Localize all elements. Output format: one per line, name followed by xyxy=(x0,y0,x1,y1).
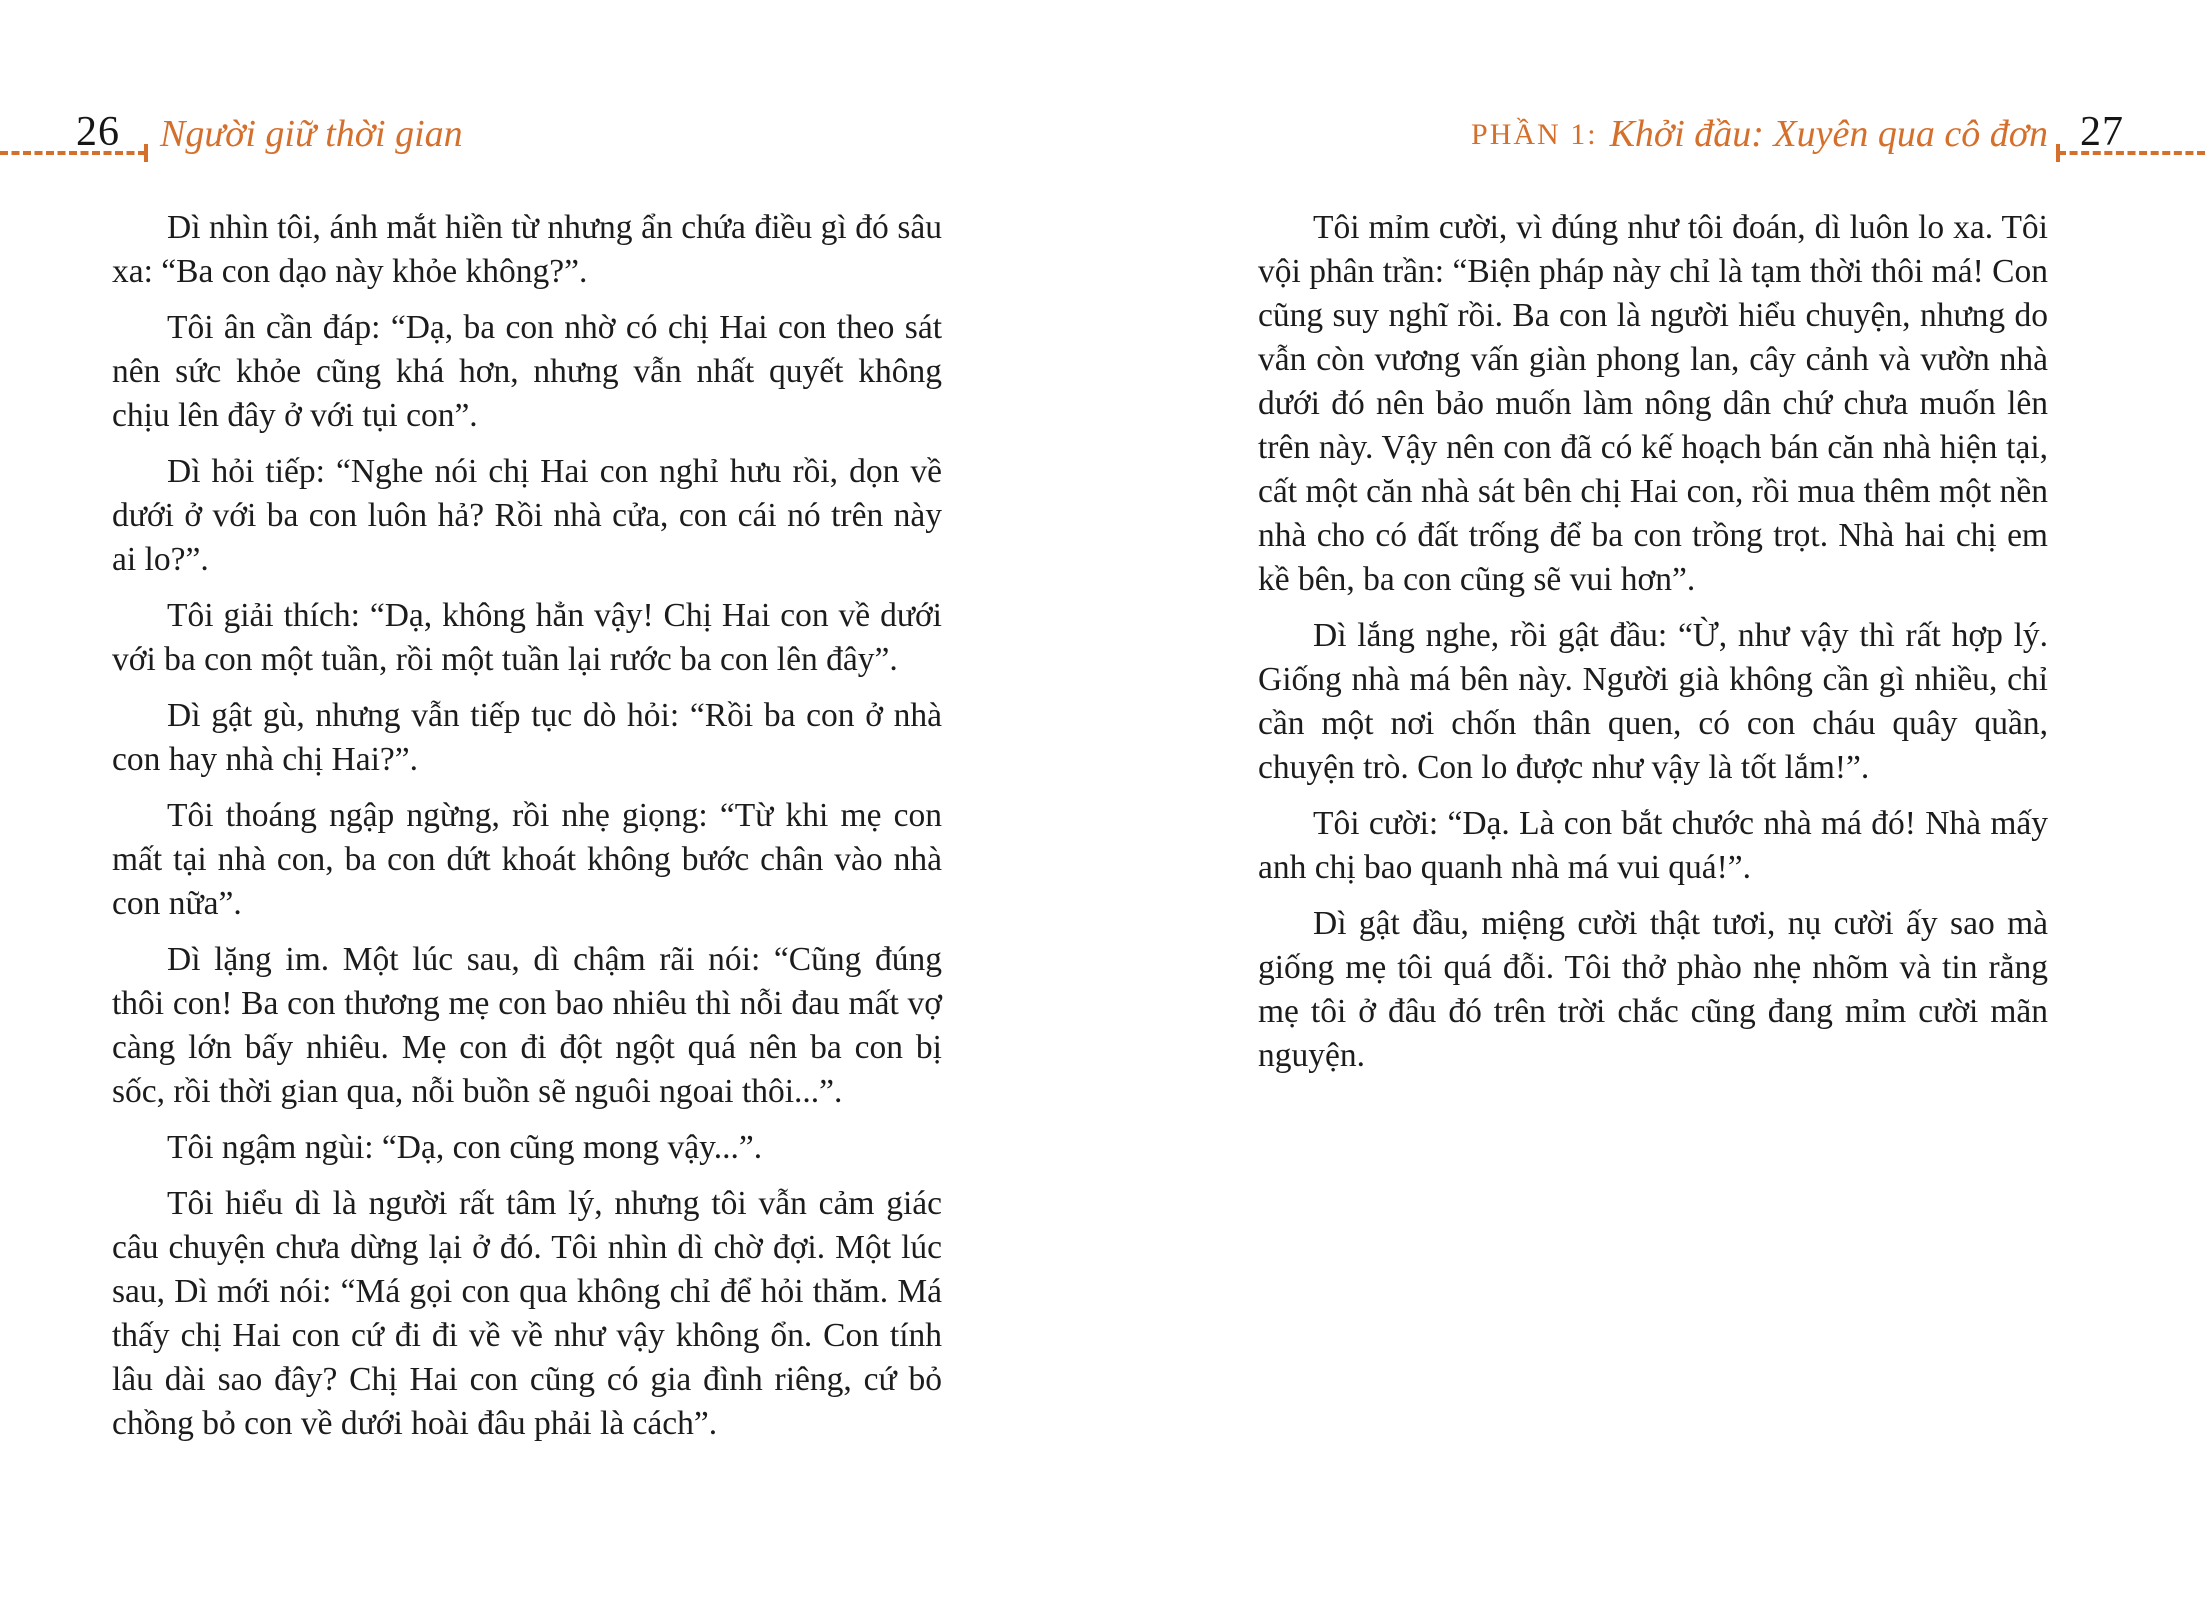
paragraph: Dì lặng im. Một lúc sau, dì chậm rãi nói: “Cũng đúng thôi con! Ba con thương mẹ con bao nhiêu thì nỗi đau mất vợ càng lớn bấy nhiêu. Mẹ con đi đột ngột quá nên ba con bị sốc, rồi thời gian qua, nỗi buồn sẽ nguôi ngoai thôi...”. xyxy=(112,941,942,1110)
paragraph: Tôi mỉm cười, vì đúng như tôi đoán, dì luôn lo xa. Tôi vội phân trần: “Biện pháp này chỉ là tạm thời thôi má! Con cũng suy nghĩ rồi. Ba con là người hiểu chuyện, nhưng do vẫn còn vương vấn giàn phong lan, cây cảnh và vườn nhà dưới đó nên bảo muốn làm nông dân chứ chưa muốn lên trên này. Vậy nên con đã có kế hoạch bán căn nhà hiện tại, cất một căn nhà sát bên chị Hai con, rồi mua thêm một nền nhà cho có đất trống để ba con trồng trọt. Nhà hai chị em kề bên, ba con cũng sẽ vui hơn”. xyxy=(1258,209,2048,598)
dash-tick-right xyxy=(2056,144,2060,162)
part-label: PHẦN 1: xyxy=(1471,118,1598,151)
paragraph: Dì lắng nghe, rồi gật đầu: “Ừ, như vậy thì rất hợp lý. Giống nhà má bên này. Người già không cần gì nhiều, chỉ cần một nơi chốn thân quen, có con cháu quây quần, chuyện trò. Con lo được như vậy là tốt lắm!”. xyxy=(1258,617,2048,786)
paragraph: Tôi thoáng ngập ngừng, rồi nhẹ giọng: “Từ khi mẹ con mất tại nhà con, ba con dứt khoát không bước chân vào nhà con nữa”. xyxy=(112,797,942,922)
paragraph: Tôi cười: “Dạ. Là con bắt chước nhà má đó! Nhà mấy anh chị bao quanh nhà má vui quá!”. xyxy=(1258,805,2048,886)
paragraph: Dì hỏi tiếp: “Nghe nói chị Hai con nghỉ hưu rồi, dọn về dưới ở với ba con luôn hả? Rồi nhà cửa, con cái nó trên này ai lo?”. xyxy=(112,453,942,578)
paragraph: Tôi ngậm ngùi: “Dạ, con cũng mong vậy...”. xyxy=(167,1129,763,1166)
dash-tick-left xyxy=(144,144,148,162)
paragraph: Tôi ân cần đáp: “Dạ, ba con nhờ có chị Hai con theo sát nên sức khỏe cũng khá hơn, nhưng vẫn nhất quyết không chịu lên đây ở với tụi con”. xyxy=(112,309,942,434)
left-page-text-column xyxy=(112,206,942,1458)
page-number-left: 26 xyxy=(76,109,120,155)
paragraph: Dì gật gù, nhưng vẫn tiếp tục dò hỏi: “Rồi ba con ở nhà con hay nhà chị Hai?”. xyxy=(112,697,942,778)
running-title-left: Người giữ thời gian xyxy=(160,113,463,155)
paragraph: Tôi hiểu dì là người rất tâm lý, nhưng tôi vẫn cảm giác câu chuyện chưa dừng lại ở đó. Tôi nhìn dì chờ đợi. Một lúc sau, Dì mới nói: “Má gọi con qua không chỉ để hỏi thăm. Má thấy chị Hai con cứ đi đi về về như vậy không ổn. Con tính lâu dài sao đây? Chị Hai con cũng có gia đình riêng, cứ bỏ chồng bỏ con về dưới hoài đâu phải là cách”. xyxy=(112,1185,942,1442)
right-page-text-column xyxy=(1258,206,2048,1090)
paragraph: Dì nhìn tôi, ánh mắt hiền từ nhưng ẩn chứa điều gì đó sâu xa: “Ba con dạo này khỏe không?”. xyxy=(112,209,942,290)
part-title: Khởi đầu: Xuyên qua cô đơn xyxy=(1609,113,2048,155)
paragraph: Dì gật đầu, miệng cười thật tươi, nụ cười ấy sao mà giống mẹ tôi quá đỗi. Tôi thở phào nhẹ nhõm và tin rằng mẹ tôi ở đâu đó trên trời chắc cũng đang mỉm cười mãn nguyện. xyxy=(1258,905,2048,1074)
dashed-rule-left xyxy=(0,151,146,155)
page-number-right: 27 xyxy=(2080,109,2124,155)
paragraph: Tôi giải thích: “Dạ, không hẳn vậy! Chị Hai con về dưới với ba con một tuần, rồi một tuần lại rước ba con lên đây”. xyxy=(112,597,942,678)
running-title-right xyxy=(1471,112,2048,156)
